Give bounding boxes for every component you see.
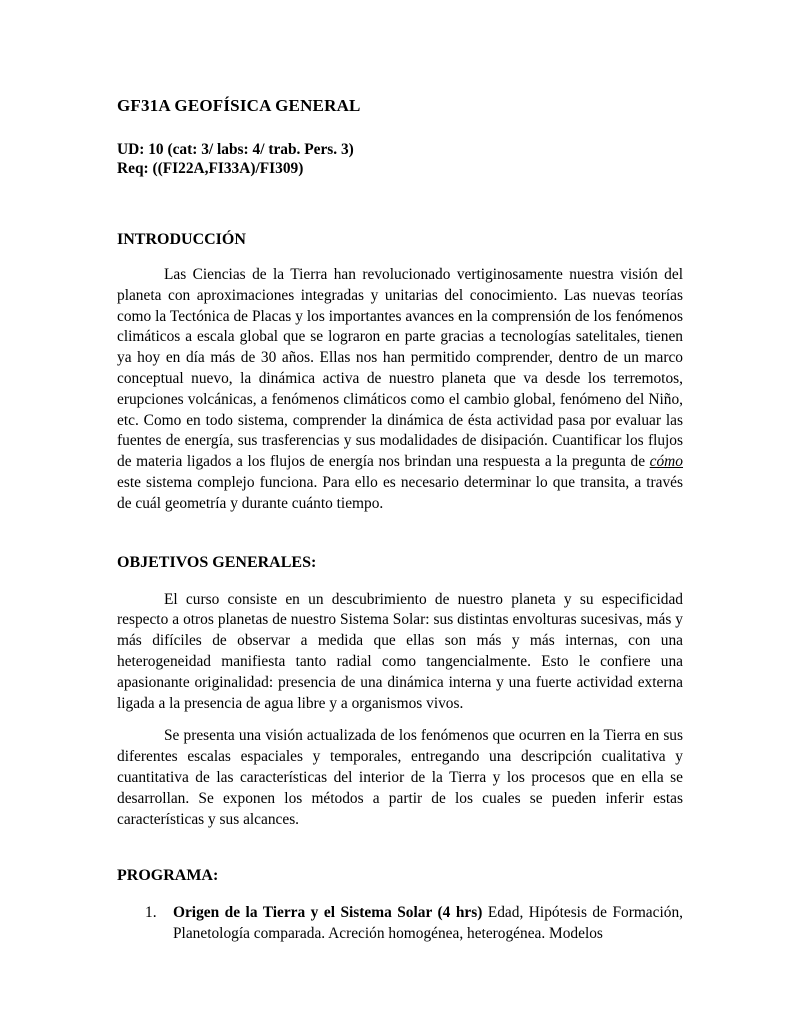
como-emphasized-word: cómo — [649, 453, 683, 471]
general-objectives-heading: OBJETIVOS GENERALES: — [117, 553, 317, 571]
introduction-text-part2: este sistema complejo funciona. Para ello es necesario determinar lo que transita, a través de cuál geometría y durante cuánto tiempo. — [117, 473, 683, 512]
course-units-line: UD: 10 (cat: 3/ labs: 4/ trab. Pers. 3) — [117, 141, 354, 158]
program-heading: PROGRAMA: — [117, 867, 219, 885]
program-item-1-number: 1. — [145, 904, 157, 922]
program-item-1-description: Edad, Hipótesis de Formación, Planetología comparada. Acreción homogénea, heterogénea. Modelos — [173, 904, 683, 943]
course-title: GF31A GEOFÍSICA GENERAL — [117, 96, 361, 115]
program-item-1-title: Origen de la Tierra y el Sistema Solar (4 hrs) — [173, 904, 483, 922]
introduction-heading: INTRODUCCIÓN — [117, 231, 246, 248]
course-requisites-line: Req: ((FI22A,FI33A)/FI309) — [117, 160, 304, 177]
introduction-text-part1: Las Ciencias de la Tierra han revolucionado vertiginosamente nuestra visión del planeta con aproximaciones integradas y unitarias del conocimiento. Las nuevas teorías como la Tectónica de Placas y los importantes avances en la comprensión de los fenómenos climáticos a escala global que se lograron en parte gracias a tecnologías satelitales, tienen ya hoy en día más de 30 años. Ellas nos han permitido comprender, dentro de un marco conceptual nuevo, la dinámica activa de nuestro planeta que va desde los terremotos, erupciones volcánicas, a fenómenos climáticos como el cambio global, fenómeno del Niño, etc. Como en todo sistema, comprender la dinámica de ésta actividad pasa por evaluar las fuentes de energía, sus trasferencias y sus modalidades de disipación. Cuantificar los flujos de materia ligados a los flujos de energía nos brindan una respuesta a la pregunta de — [117, 266, 683, 471]
program-item-1-text — [173, 903, 683, 945]
introduction-paragraph — [117, 265, 683, 515]
program-item-1 — [117, 903, 683, 945]
objectives-paragraph-1: El curso consiste en un descubrimiento de nuestro planeta y su especificidad respecto a otros planetas de nuestro Sistema Solar: sus distintas envolturas sucesivas, más y más difíciles de observar a medida que ellas son más y más internas, con una heterogeneidad manifiesta tanto radial como tangencialmente. Esto le confiere una apasionante originalidad: presencia de una dinámica interna y una fuerte actividad externa ligada a la presencia de agua libre y a organismos vivos. — [117, 590, 683, 712]
objectives-paragraph-2: Se presenta una visión actualizada de los fenómenos que ocurren en la Tierra en sus diferentes escalas espaciales y temporales, entregando una descripción cualitativa y cuantitativa de las características del interior de la Tierra y los procesos que en ella se desarrollan. Se exponen los métodos a partir de los cuales se pueden inferir estas características y sus alcances. — [117, 727, 683, 828]
